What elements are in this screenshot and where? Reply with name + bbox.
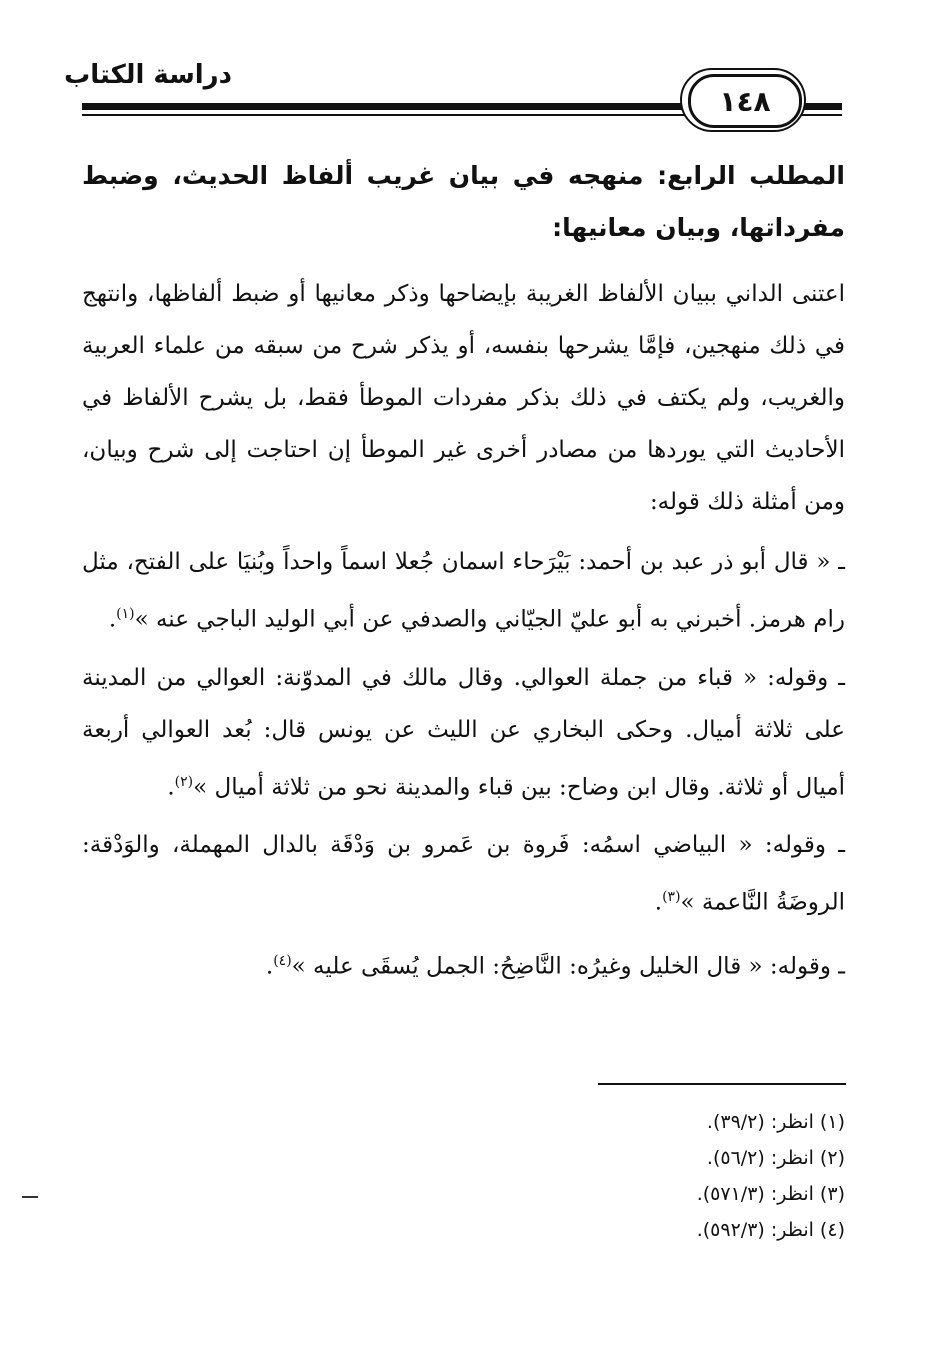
paragraph-text: ـ وقوله: « البياضي اسمُه: فَروة بن عَمرو بن وَدْقَة بالدال المهملة، والوَدْقة: الروضَةُ النَّاعمة » bbox=[82, 832, 845, 916]
footnote-ref: (٣) bbox=[662, 889, 681, 906]
paragraph-text: اعتنى الداني ببيان الألفاظ الغريبة بإيضاحها وذكر معانيها أو ضبط ألفاظها، وانتهج في ذلك منهجين، فإمَّا يشرحها بنفسه، أو يذكر شرح من سبقه من علماء العربية والغريب، ولم يكتف في ذلك بذكر مفردات الموطأ فقط، بل يشرح الألفاظ في الأحاديث التي يوردها من مصادر أخرى غير الموطأ إن احتاجت إلى شرح وبيان، ومن أمثلة ذلك قوله: bbox=[82, 281, 845, 515]
paragraph bbox=[82, 268, 845, 528]
footnote-item: (١) انظر: (٣٩/٢). bbox=[706, 1111, 845, 1133]
footnote-ref: (٤) bbox=[273, 952, 292, 969]
footnote-item: (٢) انظر: (٥٦/٢). bbox=[706, 1147, 845, 1169]
paragraph-text: ـ « قال أبو ذر عبد بن أحمد: بَيْرَحاء اسمان جُعلا اسماً واحداً وبُنيَا على الفتح، مثل رام هرمز. أخبرني به أبو عليّ الجيّاني والصدفي عن أبي الوليد الباجي عنه » bbox=[82, 549, 845, 633]
footnote-ref: (٢) bbox=[174, 773, 194, 790]
footnotes bbox=[485, 1104, 845, 1248]
page-number: ١٤٨ bbox=[688, 74, 802, 128]
running-header-title: دراسة الكتاب bbox=[64, 60, 232, 90]
main-text bbox=[82, 150, 845, 999]
paragraph: ـ وقوله: « البياضي اسمُه: فَروة بن عَمرو بن وَدْقَة بالدال المهملة، والوَدْقة: الروضَةُ النَّاعمة »$^{(٣)}$. bbox=[82, 832, 845, 916]
paragraph-text: ـ وقوله: « قال الخليل وغيرُه: النَّاضِحُ: الجمل يُسقَى عليه » bbox=[291, 953, 845, 980]
margin-mark bbox=[22, 1196, 38, 1198]
paragraph: ـ وقوله: « قال الخليل وغيرُه: النَّاضِحُ: الجمل يُسقَى عليه »$^{(٤)}$. bbox=[265, 952, 845, 980]
footnote-item: (٣) انظر: (٥٧١/٣). bbox=[696, 1183, 845, 1205]
footnote-item: (٤) انظر: (٥٩٢/٣). bbox=[696, 1219, 845, 1241]
paragraph: ـ « قال أبو ذر عبد بن أحمد: بَيْرَحاء اسمان جُعلا اسماً واحداً وبُنيَا على الفتح، مثل رام هرمز. أخبرني به أبو عليّ الجيّاني والصدفي عن أبي الوليد الباجي عنه »$^{(١)}$. bbox=[82, 549, 845, 633]
section-heading: المطلب الرابع: منهجه في بيان غريب ألفاظ الحديث، وضبط مفرداتها، وبيان معانيها: bbox=[82, 161, 845, 242]
footnote-separator bbox=[598, 1083, 846, 1085]
paragraph: ـ وقوله: « قباء من جملة العوالي. وقال مالك في المدوّنة: العوالي من المدينة على ثلاثة أميال. وحكى البخاري عن الليث عن يونس قال: بُعد العوالي أربعة أميال أو ثلاثة. وقال ابن وضاح: بين قباء والمدينة نحو من ثلاثة أميال »$^{(٢)}$. bbox=[82, 664, 845, 801]
paragraph-text: ـ وقوله: « قباء من جملة العوالي. وقال مالك في المدوّنة: العوالي من المدينة على ثلاثة أميال. وحكى البخاري عن الليث عن يونس قال: بُعد العوالي أربعة أميال أو ثلاثة. وقال ابن وضاح: بين قباء والمدينة نحو من ثلاثة أميال » bbox=[82, 664, 845, 801]
footnote-ref: (١) bbox=[116, 606, 135, 622]
